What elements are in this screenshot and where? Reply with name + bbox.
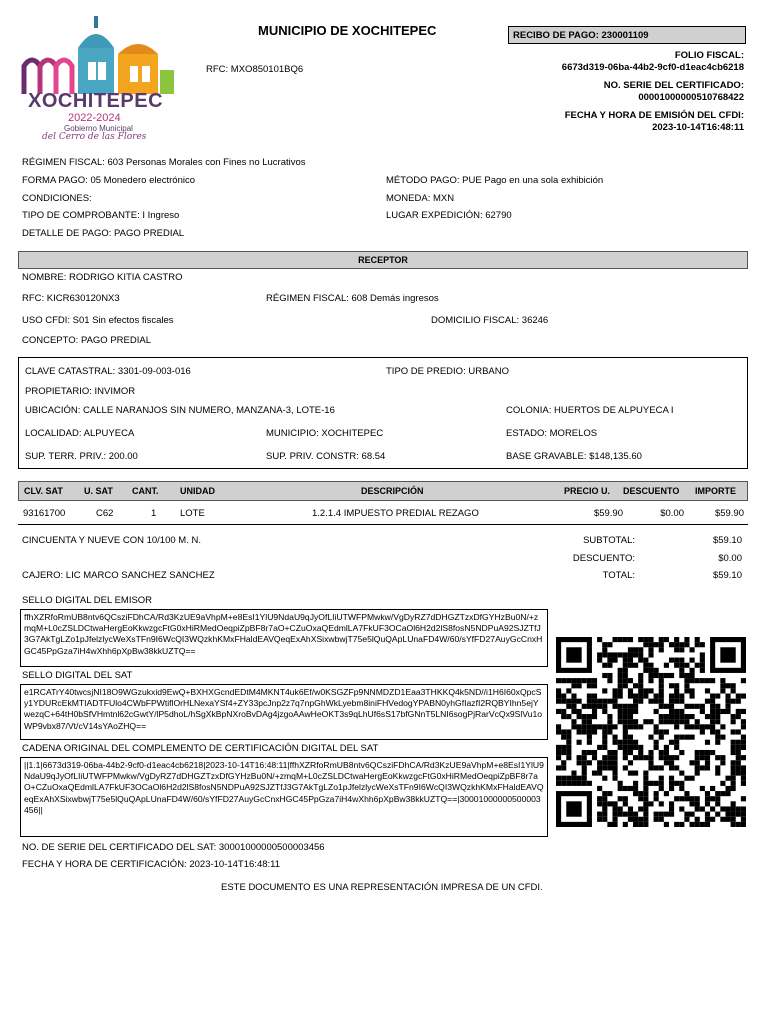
tipo-comprobante: TIPO DE COMPROBANTE: I Ingreso	[22, 210, 180, 221]
fecha-certificacion: FECHA Y HORA DE CERTIFICACIÓN: 2023-10-14T16:48:11	[22, 859, 281, 870]
folio-label: FOLIO FISCAL:	[674, 50, 744, 61]
sello-emisor-label: SELLO DIGITAL DEL EMISOR	[22, 595, 153, 606]
metodo-pago: MÉTODO PAGO: PUE Pago en una sola exhibición	[386, 175, 604, 186]
receipt-number: RECIBO DE PAGO: 230001109	[508, 26, 746, 44]
receptor-domicilio: DOMICILIO FISCAL: 36246	[431, 315, 549, 326]
table-divider	[18, 524, 748, 525]
logo-name: XOCHITEPEC	[28, 90, 164, 112]
cadena-original-label: CADENA ORIGINAL DEL COMPLEMENTO DE CERTIFICACIÓN DIGITAL DEL SAT	[22, 743, 379, 754]
page-title: MUNICIPIO DE XOCHITEPEC	[258, 23, 437, 38]
receptor-header	[18, 251, 748, 269]
forma-pago: FORMA PAGO: 05 Monedero electrónico	[22, 175, 196, 186]
localidad: LOCALIDAD: ALPUYECA	[25, 428, 135, 439]
serie-value: 00001000000510768422	[638, 92, 744, 103]
cell-importe: $59.90	[714, 508, 744, 519]
col-descripcion: DESCRIPCIÓN	[361, 486, 424, 496]
serie-label: NO. SERIE DEL CERTIFICADO:	[603, 80, 744, 91]
serie-certificado-sat: NO. DE SERIE DEL CERTIFICADO DEL SAT: 30001000000500003456	[22, 842, 325, 853]
logo-tagline: del Cerro de las Flores	[42, 132, 147, 142]
logo-years: 2022-2024	[68, 112, 121, 124]
sello-sat-label: SELLO DIGITAL DEL SAT	[22, 670, 133, 681]
sello-sat: e1RCATrY40twcsjNI18O9WGzukxid9EwQ+BXHXGcndEDtM4MKNT4uk6Ef/w0KSGZFp9NNMDZD1Eaa3THKKQ4k5ND//i1H6I60xQpcSy1YDURcEkMTIADTFUlo4CWbFPWtiflOrHLNexaYSf4+ZY33pcJnp2z7q7npGhWkLyebm8iniFHVedogYPABN0yhGfIazfI2RQBYIhn5ejYwezqC+64tH0bSfVHmtnl62cGwtY/lP5dhoL/hSgXkBpNXroBvDAg4jzgoAAwHeOKT3s9qLhUf6sS17bfGNnT5LNI6sogPjRarVcQx9SlVu1oWP9vbx87/Vt/cV14sYAoZHQ==	[20, 684, 548, 740]
receptor-rfc: RFC: KICR630120NX3	[22, 293, 120, 304]
cell-precio: $59.90	[593, 508, 623, 519]
footer-note: ESTE DOCUMENTO ES UNA REPRESENTACIÓN IMPRESA DE UN CFDI.	[221, 882, 543, 893]
tipo-predio: TIPO DE PREDIO: URBANO	[386, 366, 509, 377]
receptor-regimen: RÉGIMEN FISCAL: 608 Demás ingresos	[266, 293, 439, 304]
cell-descuento: $0.00	[660, 508, 684, 519]
propietario: PROPIETARIO: INVIMOR	[25, 386, 136, 397]
cell-descripcion: 1.2.1.4 IMPUESTO PREDIAL REZAGO	[312, 508, 479, 519]
sup-terr-priv: SUP. TERR. PRIV.: 200.00	[25, 451, 138, 462]
regimen-fiscal: RÉGIMEN FISCAL: 603 Personas Morales con Fines no Lucrativos	[22, 157, 306, 168]
receptor-header-label: RECEPTOR	[358, 255, 408, 265]
total-value: $59.10	[712, 570, 742, 581]
col-unidad: UNIDAD	[180, 486, 215, 496]
amount-in-words: CINCUENTA Y NUEVE CON 10/100 M. N.	[22, 535, 201, 546]
qr-code-icon	[556, 636, 746, 828]
municipio: MUNICIPIO: XOCHITEPEC	[266, 428, 384, 439]
sup-priv-constr: SUP. PRIV. CONSTR: 68.54	[266, 451, 386, 462]
colonia: COLONIA: HUERTOS DE ALPUYECA I	[506, 405, 674, 416]
descuento-label: DESCUENTO:	[572, 553, 635, 564]
base-gravable: BASE GRAVABLE: $148,135.60	[506, 451, 642, 462]
detalle-pago: DETALLE DE PAGO: PAGO PREDIAL	[22, 228, 185, 239]
fecha-emision-value: 2023-10-14T16:48:11	[652, 122, 744, 133]
moneda: MONEDA: MXN	[386, 193, 455, 204]
col-cant: CANT.	[132, 486, 159, 496]
subtotal-label: SUBTOTAL:	[583, 535, 635, 546]
cell-cant: 1	[151, 508, 157, 519]
cell-u-sat: C62	[96, 508, 114, 519]
fecha-emision-label: FECHA Y HORA DE EMISIÓN DEL CFDI:	[564, 110, 744, 121]
clave-catastral: CLAVE CATASTRAL: 3301-09-003-016	[25, 366, 191, 377]
col-clv-sat: CLV. SAT	[24, 486, 63, 496]
cajero: CAJERO: LIC MARCO SANCHEZ SANCHEZ	[22, 570, 215, 581]
ubicacion: UBICACIÓN: CALLE NARANJOS SIN NUMERO, MANZANA-3, LOTE-16	[25, 405, 335, 416]
estado: ESTADO: MORELOS	[506, 428, 598, 439]
total-label: TOTAL:	[602, 570, 635, 581]
cadena-original: ||1.1|6673d319-06ba-44b2-9cf0-d1eac4cb6218|2023-10-14T16:48:11|ffhXZRfoRmUB8ntv6QCsziFDhCA/Rd3KzUE9aVhpM+e8EsI1YlU9NdaU9qJyOfLIiUTWFPMwkw/VgDyRZ7dDHGZTzxDfGYHzBu0N/+zmqM+L0cZSLDCtwaHergEoKkwzgcFtG0xHiRMedOeqpiZpBF8r7aO+CZuOxaQEdmlLA7FkUF3OCaOl6H2d2lS8fosN5NDPuA92SJZTfJ3G7AkTgLZo1pJfelzlycWeXsTFn9I6WcQI3WQzkhKMxFHaldEAVQeqExAhXSixwbwjT75e5lQuQApLUnaFD4W/60/sYfFD27AuyGcCnxHGC45PpGza7iH4wXhh6pXpBw38kkUZTQ==|30001000000500003456||	[20, 757, 548, 837]
folio-value: 6673d319-06ba-44b2-9cf0-d1eac4cb6218	[561, 62, 744, 73]
descuento-value: $0.00	[718, 553, 742, 564]
col-u-sat: U. SAT	[84, 486, 113, 496]
receptor-uso-cfdi: USO CFDI: S01 Sin efectos fiscales	[22, 315, 174, 326]
cell-clv-sat: 93161700	[23, 508, 66, 519]
condiciones: CONDICIONES:	[22, 193, 92, 204]
col-descuento: DESCUENTO	[623, 486, 680, 496]
issuer-rfc: RFC: MXO850101BQ6	[206, 64, 304, 75]
cell-unidad: LOTE	[180, 508, 205, 519]
sello-emisor: ffhXZRfoRmUB8ntv6QCsziFDhCA/Rd3KzUE9aVhpM+e8EsI1YlU9NdaU9qJyOfLIiUTWFPMwkw/VgDyRZ7dDHGZTzxDfGYHzBu0N/+zmqM+L0cZSLDCtwaHergEoKkwzgcFtG0xHiRMedOeqpiZpBF8r7aO+CZuOxaQEdmlLA7FkUF3OCaOl6H2d2lS8fosN5NDPuA92SJZTfJ3G7AkTgLZo1pJfelzlycWeXsTFn9I6WcQI3WQzkhKMxFHaldEAVQeqExAhXSixwbwjT75e5lQuQApLUnaFD4W/60/sYfFD27AuyGcCnxHGC45PpGza7iH4wXhh6pXpBw38kkUZTQ==	[20, 609, 548, 667]
logo-gov: Gobierno Municipal	[64, 124, 133, 133]
receptor-concepto: CONCEPTO: PAGO PREDIAL	[22, 335, 151, 346]
subtotal-value: $59.10	[712, 535, 742, 546]
lugar-expedicion: LUGAR EXPEDICIÓN: 62790	[386, 210, 512, 221]
concepts-table-header	[18, 481, 748, 501]
municipality-logo	[18, 14, 178, 144]
receptor-nombre: NOMBRE: RODRIGO KITIA CASTRO	[22, 272, 183, 283]
col-precio: PRECIO U.	[564, 486, 611, 496]
col-importe: IMPORTE	[695, 486, 737, 496]
